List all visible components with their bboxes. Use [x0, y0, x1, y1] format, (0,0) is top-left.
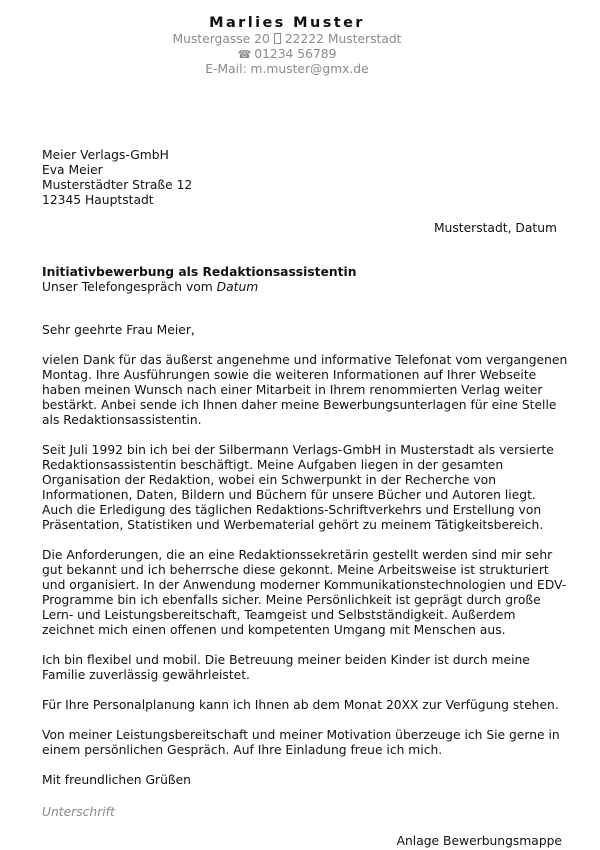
paragraph-line: Präsentation, Statistiken und Werbematerial gehört zu meinem Tätigkeitsbereich.	[42, 518, 544, 532]
sender-address-line	[0, 32, 574, 47]
paragraph	[42, 728, 572, 758]
paragraph-line: zeichnet mich einen offenen und kompetenten Umgang mit Menschen aus.	[42, 623, 506, 637]
paragraph-line: bestärkt. Anbei sende ich Ihnen daher meine Bewerbungsunterlagen für eine Stelle	[42, 398, 557, 412]
paragraph	[42, 443, 572, 533]
paragraph-line: gut bekannt und ich beherrsche diese gekonnt. Meine Arbeitsweise ist strukturiert	[42, 563, 549, 577]
paragraph-line: vielen Dank für das äußerst angenehme und informative Telefonat vom vergangenen	[42, 353, 568, 367]
closing: Mit freundlichen Grüßen	[42, 773, 191, 787]
sender-city: 22222 Musterstadt	[284, 32, 402, 46]
paragraph-line: Von meiner Leistungsbereitschaft und meiner Motivation überzeuge ich Sie gerne in	[42, 728, 560, 742]
paragraph-line: Organisation der Redaktion, wobei ein Schwerpunkt in der Recherche von	[42, 473, 496, 487]
paragraph	[42, 698, 572, 713]
subject-title: Initiativbewerbung als Redaktionsassistentin	[42, 265, 357, 279]
recipient-line: 12345 Hauptstadt	[42, 193, 154, 207]
subject-block	[42, 265, 356, 295]
paragraph-line: Redaktionsassistentin beschäftigt. Meine Aufgaben liegen in der gesamten	[42, 458, 504, 472]
recipient-line: Musterstädter Straße 12	[42, 178, 193, 192]
paragraph-line: und organisiert. In der Anwendung moderner Kommunikationstechnologien und EDV-	[42, 578, 567, 592]
salutation: Sehr geehrte Frau Meier,	[42, 323, 195, 337]
signature-placeholder: Unterschrift	[42, 805, 115, 819]
paragraph	[42, 653, 572, 683]
paragraph-line: Familie zuverlässig gewährleistet.	[42, 668, 250, 682]
sender-email: E-Mail: m.muster@gmx.de	[205, 62, 369, 76]
separator-box-icon	[274, 33, 281, 44]
paragraph-line: Ich bin flexibel und mobil. Die Betreuung meiner beiden Kinder ist durch meine	[42, 653, 530, 667]
sender-street: Mustergasse 20	[172, 32, 270, 46]
recipient-address	[42, 148, 192, 208]
paragraph	[42, 353, 572, 428]
paragraph-line: Programme bin ich ebenfalls sicher. Meine Persönlichkeit ist geprägt durch große	[42, 593, 541, 607]
paragraph-line: Montag. Ihre Ausführungen sowie die weiteren Informationen auf Ihrer Webseite	[42, 368, 537, 382]
sender-phone: 01234 56789	[254, 47, 337, 61]
paragraph-line: Informationen, Daten, Bildern und Büchern für unsere Bücher und Autoren liegt.	[42, 488, 536, 502]
recipient-line: Meier Verlags-GmbH	[42, 148, 169, 162]
paragraph-line: Für Ihre Personalplanung kann ich Ihnen ab dem Monat 20XX zur Verfügung stehen.	[42, 698, 559, 712]
paragraph-line: einem persönlichen Gespräch. Auf Ihre Einladung freue ich mich.	[42, 743, 443, 757]
letter-body	[42, 323, 572, 788]
phone-icon: ☎	[237, 48, 252, 61]
subject-reference	[42, 280, 356, 295]
subject-reference-text: Unser Telefongespräch vom	[42, 280, 217, 294]
recipient-line: Eva Meier	[42, 163, 103, 177]
paragraph-line: als Redaktionsassistentin.	[42, 413, 202, 427]
sender-name: Marlies Muster	[209, 15, 365, 31]
place-date: Musterstadt, Datum	[433, 221, 557, 235]
attachment-note: Anlage Bewerbungsmappe	[396, 834, 562, 848]
paragraph-line: Seit Juli 1992 bin ich bei der Silbermann Verlags-GmbH in Musterstadt als versierte	[42, 443, 554, 457]
paragraph-line: haben meinen Wunsch nach einer Mitarbeit in Ihrem renommierten Verlag weiter	[42, 383, 543, 397]
sender-phone-line	[0, 47, 574, 62]
sender-header	[0, 14, 574, 77]
paragraph-line: Die Anforderungen, die an eine Redaktionssekretärin gestellt werden sind mir sehr	[42, 548, 553, 562]
paragraph-line: Auch die Erledigung des täglichen Redaktions-Schriftverkehrs und Erstellung von	[42, 503, 542, 517]
paragraph-line: Lern- und Leistungsbereitschaft, Teamgeist und Selbstständigkeit. Außerdem	[42, 608, 516, 622]
subject-reference-date: Datum	[216, 280, 259, 294]
paragraph	[42, 548, 572, 638]
